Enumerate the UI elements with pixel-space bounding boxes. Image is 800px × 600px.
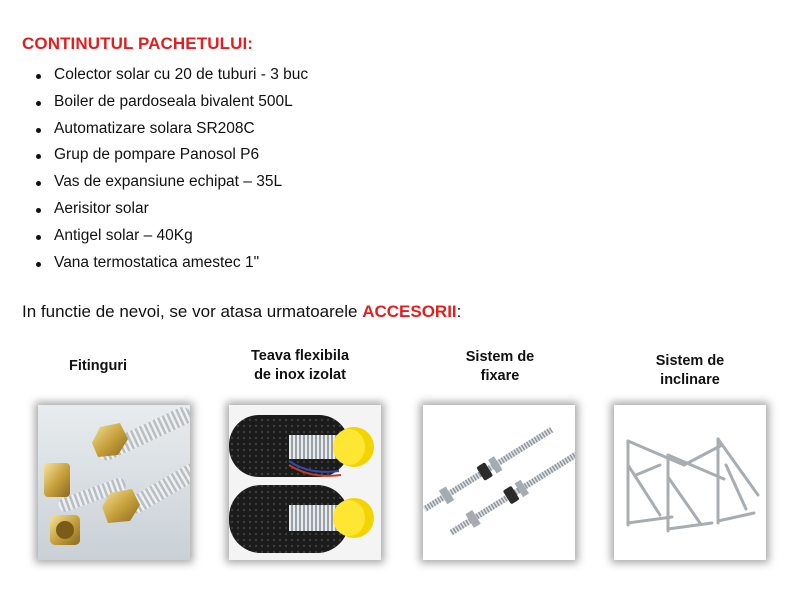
package-contents-list: [34, 62, 308, 276]
mounting-bolts-photo: [423, 405, 575, 560]
list-item: Aerisitor solar: [34, 196, 308, 223]
list-item: Colector solar cu 20 de tuburi - 3 buc: [34, 62, 308, 89]
tilt-frame-icon: [614, 405, 766, 560]
accessory-label-flexible-pipe: Teava flexibila de inox izolat: [250, 348, 350, 383]
accessories-intro: [22, 302, 461, 322]
brass-fittings-icon: [38, 405, 190, 560]
list-item: Grup de pompare Panosol P6: [34, 142, 308, 169]
list-item: Boiler de pardoseala bivalent 500L: [34, 89, 308, 116]
tilt-frame-photo: [614, 405, 766, 560]
intro-colon: :: [456, 302, 462, 321]
mounting-bolts-icon: [423, 405, 575, 560]
accessories-highlight: ACCESORII: [362, 302, 457, 321]
brass-fittings-photo: [38, 405, 190, 560]
list-item: Vas de expansiune echipat – 35L: [34, 169, 308, 196]
list-item: Vana termostatica amestec 1": [34, 250, 308, 277]
insulated-steel-pipe-photo: [229, 405, 381, 560]
package-heading: CONTINUTUL PACHETULUI:: [22, 34, 254, 53]
accessory-label-mounting: Sistem de fixare: [465, 349, 535, 384]
accessory-label-fittings: Fitinguri: [69, 358, 127, 374]
accessory-label-tilt: Sistem de inclinare: [655, 353, 725, 388]
insulated-pipe-icon: [229, 405, 381, 560]
list-item: Automatizare solara SR208C: [34, 116, 308, 143]
intro-text: In functie de nevoi, se vor atasa urmatoarele: [22, 302, 363, 321]
list-item: Antigel solar – 40Kg: [34, 223, 308, 250]
